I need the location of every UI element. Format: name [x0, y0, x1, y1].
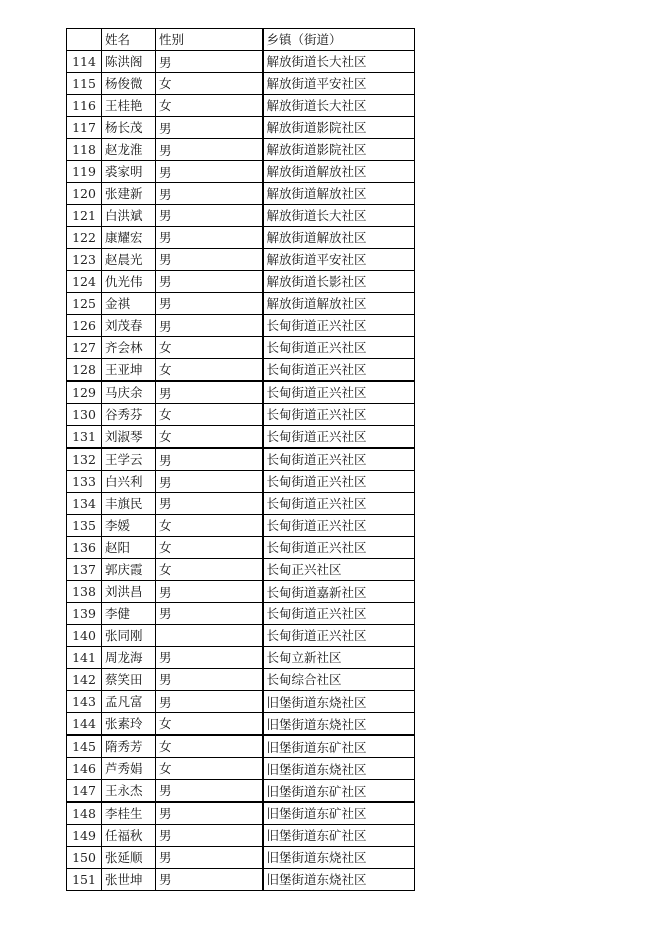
row-gender: 女: [156, 559, 263, 581]
table-row: [67, 669, 415, 691]
row-number: 126: [67, 315, 102, 337]
row-name: 张建新: [102, 183, 156, 205]
row-name: 杨长茂: [102, 117, 156, 139]
row-name: 孟凡富: [102, 691, 156, 713]
row-gender: 女: [156, 713, 263, 736]
table-row: [67, 161, 415, 183]
row-name: 芦秀娟: [102, 758, 156, 780]
row-number: 144: [67, 713, 102, 736]
row-gender: 男: [156, 493, 263, 515]
row-gender: 女: [156, 95, 263, 117]
row-name: 隋秀芳: [102, 735, 156, 758]
row-name: 刘淑琴: [102, 426, 156, 449]
row-address: 长甸街道正兴社区: [263, 337, 415, 359]
row-gender: 男: [156, 471, 263, 493]
row-address: 解放街道平安社区: [263, 249, 415, 271]
row-address: 长甸街道正兴社区: [263, 315, 415, 337]
row-number: 147: [67, 780, 102, 803]
row-address: 长甸街道正兴社区: [263, 448, 415, 471]
row-gender: 男: [156, 139, 263, 161]
row-gender: 女: [156, 337, 263, 359]
row-number: 137: [67, 559, 102, 581]
row-number: 131: [67, 426, 102, 449]
table-row: [67, 691, 415, 713]
table-row: [67, 448, 415, 471]
row-gender: 男: [156, 271, 263, 293]
header-address: 乡镇（街道）: [263, 29, 415, 51]
row-gender: 男: [156, 581, 263, 603]
row-name: 王学云: [102, 448, 156, 471]
row-name: 赵龙淮: [102, 139, 156, 161]
table-row: [67, 293, 415, 315]
row-name: 李桂生: [102, 802, 156, 825]
row-gender: 男: [156, 869, 263, 891]
row-address: 解放街道解放社区: [263, 293, 415, 315]
row-name: 赵晨光: [102, 249, 156, 271]
table-row: [67, 559, 415, 581]
row-address: 长甸街道正兴社区: [263, 426, 415, 449]
row-address: 解放街道平安社区: [263, 73, 415, 95]
table-row: [67, 825, 415, 847]
row-number: 129: [67, 381, 102, 404]
row-number: 151: [67, 869, 102, 891]
row-name: 谷秀芬: [102, 404, 156, 426]
row-number: 114: [67, 51, 102, 73]
table-row: [67, 647, 415, 669]
row-name: 丰旗民: [102, 493, 156, 515]
row-gender: [156, 625, 263, 647]
row-name: 郭庆霞: [102, 559, 156, 581]
row-number: 142: [67, 669, 102, 691]
row-gender: 男: [156, 669, 263, 691]
row-name: 王亚坤: [102, 359, 156, 382]
row-name: 金祺: [102, 293, 156, 315]
row-number: 124: [67, 271, 102, 293]
row-address: 解放街道长影社区: [263, 271, 415, 293]
row-name: 赵阳: [102, 537, 156, 559]
row-name: 王桂艳: [102, 95, 156, 117]
row-gender: 女: [156, 404, 263, 426]
row-gender: 男: [156, 825, 263, 847]
row-address: 解放街道解放社区: [263, 227, 415, 249]
row-number: 121: [67, 205, 102, 227]
table-row: [67, 359, 415, 382]
table-row: [67, 515, 415, 537]
row-address: 长甸街道正兴社区: [263, 537, 415, 559]
table-row: [67, 51, 415, 73]
row-address: 长甸街道正兴社区: [263, 625, 415, 647]
row-address: 旧堡街道东矿社区: [263, 780, 415, 803]
table-row: [67, 139, 415, 161]
row-address: 长甸街道正兴社区: [263, 515, 415, 537]
table-row: [67, 758, 415, 780]
row-number: 119: [67, 161, 102, 183]
row-number: 145: [67, 735, 102, 758]
row-number: 148: [67, 802, 102, 825]
row-number: 140: [67, 625, 102, 647]
row-number: 133: [67, 471, 102, 493]
row-gender: 女: [156, 515, 263, 537]
table-row: [67, 73, 415, 95]
row-name: 裘家明: [102, 161, 156, 183]
table-row: [67, 337, 415, 359]
row-name: 马庆余: [102, 381, 156, 404]
header-name: 姓名: [102, 29, 156, 51]
row-number: 146: [67, 758, 102, 780]
row-number: 120: [67, 183, 102, 205]
row-address: 长甸综合社区: [263, 669, 415, 691]
row-number: 130: [67, 404, 102, 426]
row-name: 仇光伟: [102, 271, 156, 293]
row-name: 杨俊微: [102, 73, 156, 95]
row-name: 李媛: [102, 515, 156, 537]
row-address: 旧堡街道东烧社区: [263, 869, 415, 891]
table-row: [67, 381, 415, 404]
table-row: [67, 404, 415, 426]
row-name: 陈洪阁: [102, 51, 156, 73]
row-gender: 男: [156, 847, 263, 869]
row-address: 长甸街道嘉新社区: [263, 581, 415, 603]
row-number: 136: [67, 537, 102, 559]
table-row: [67, 205, 415, 227]
row-address: 旧堡街道东烧社区: [263, 847, 415, 869]
row-number: 117: [67, 117, 102, 139]
row-address: 解放街道影院社区: [263, 117, 415, 139]
row-gender: 男: [156, 249, 263, 271]
row-gender: 男: [156, 183, 263, 205]
row-address: 长甸街道正兴社区: [263, 471, 415, 493]
row-number: 118: [67, 139, 102, 161]
row-gender: 男: [156, 227, 263, 249]
row-number: 128: [67, 359, 102, 382]
row-address: 解放街道长大社区: [263, 51, 415, 73]
row-name: 王永杰: [102, 780, 156, 803]
row-name: 白洪斌: [102, 205, 156, 227]
row-number: 123: [67, 249, 102, 271]
row-number: 143: [67, 691, 102, 713]
table-row: [67, 493, 415, 515]
row-name: 任福秋: [102, 825, 156, 847]
table-row: [67, 315, 415, 337]
table-row: [67, 603, 415, 625]
row-number: 141: [67, 647, 102, 669]
row-name: 白兴利: [102, 471, 156, 493]
table-row: [67, 471, 415, 493]
row-address: 解放街道影院社区: [263, 139, 415, 161]
row-address: 长甸街道正兴社区: [263, 359, 415, 382]
row-gender: 男: [156, 117, 263, 139]
row-address: 长甸街道正兴社区: [263, 381, 415, 404]
row-gender: 男: [156, 293, 263, 315]
row-address: 长甸街道正兴社区: [263, 404, 415, 426]
table-row: [67, 183, 415, 205]
row-gender: 女: [156, 537, 263, 559]
row-gender: 男: [156, 381, 263, 404]
row-name: 李健: [102, 603, 156, 625]
row-address: 长甸正兴社区: [263, 559, 415, 581]
table-row: [67, 735, 415, 758]
table-row: [67, 713, 415, 736]
row-name: 张同刚: [102, 625, 156, 647]
table-row: [67, 625, 415, 647]
table-row: [67, 847, 415, 869]
table-row: [67, 227, 415, 249]
header-number: [67, 29, 102, 51]
row-address: 解放街道解放社区: [263, 161, 415, 183]
table-row: [67, 95, 415, 117]
row-gender: 男: [156, 448, 263, 471]
row-number: 116: [67, 95, 102, 117]
table-row: [67, 117, 415, 139]
header-gender: 性别: [156, 29, 263, 51]
table-row: [67, 802, 415, 825]
row-name: 齐会林: [102, 337, 156, 359]
row-name: 康耀宏: [102, 227, 156, 249]
row-gender: 男: [156, 647, 263, 669]
row-address: 旧堡街道东矿社区: [263, 735, 415, 758]
row-name: 张素玲: [102, 713, 156, 736]
row-address: 解放街道解放社区: [263, 183, 415, 205]
row-name: 周龙海: [102, 647, 156, 669]
row-gender: 女: [156, 735, 263, 758]
row-number: 138: [67, 581, 102, 603]
row-number: 127: [67, 337, 102, 359]
row-number: 139: [67, 603, 102, 625]
row-address: 旧堡街道东烧社区: [263, 758, 415, 780]
header-row: [67, 29, 415, 51]
row-number: 150: [67, 847, 102, 869]
row-name: 刘茂春: [102, 315, 156, 337]
table-row: [67, 249, 415, 271]
row-gender: 女: [156, 359, 263, 382]
row-number: 132: [67, 448, 102, 471]
row-gender: 男: [156, 315, 263, 337]
row-gender: 男: [156, 780, 263, 803]
table-row: [67, 537, 415, 559]
row-address: 旧堡街道东烧社区: [263, 691, 415, 713]
table-row: [67, 780, 415, 803]
row-address: 旧堡街道东矿社区: [263, 825, 415, 847]
row-name: 张延顺: [102, 847, 156, 869]
table-row: [67, 581, 415, 603]
row-number: 149: [67, 825, 102, 847]
row-gender: 男: [156, 205, 263, 227]
row-number: 115: [67, 73, 102, 95]
row-address: 长甸街道正兴社区: [263, 493, 415, 515]
table-row: [67, 271, 415, 293]
row-gender: 男: [156, 691, 263, 713]
roster-table: [66, 28, 415, 891]
table-row: [67, 869, 415, 891]
row-address: 旧堡街道东烧社区: [263, 713, 415, 736]
row-number: 134: [67, 493, 102, 515]
row-name: 蔡笑田: [102, 669, 156, 691]
row-number: 135: [67, 515, 102, 537]
row-number: 125: [67, 293, 102, 315]
row-number: 122: [67, 227, 102, 249]
row-address: 解放街道长大社区: [263, 95, 415, 117]
row-address: 旧堡街道东矿社区: [263, 802, 415, 825]
row-gender: 女: [156, 758, 263, 780]
row-gender: 女: [156, 426, 263, 449]
row-gender: 男: [156, 603, 263, 625]
row-gender: 男: [156, 51, 263, 73]
row-address: 长甸街道正兴社区: [263, 603, 415, 625]
row-gender: 男: [156, 161, 263, 183]
row-name: 张世坤: [102, 869, 156, 891]
row-address: 长甸立新社区: [263, 647, 415, 669]
row-gender: 男: [156, 802, 263, 825]
table-row: [67, 426, 415, 449]
row-gender: 女: [156, 73, 263, 95]
row-address: 解放街道长大社区: [263, 205, 415, 227]
row-name: 刘洪昌: [102, 581, 156, 603]
